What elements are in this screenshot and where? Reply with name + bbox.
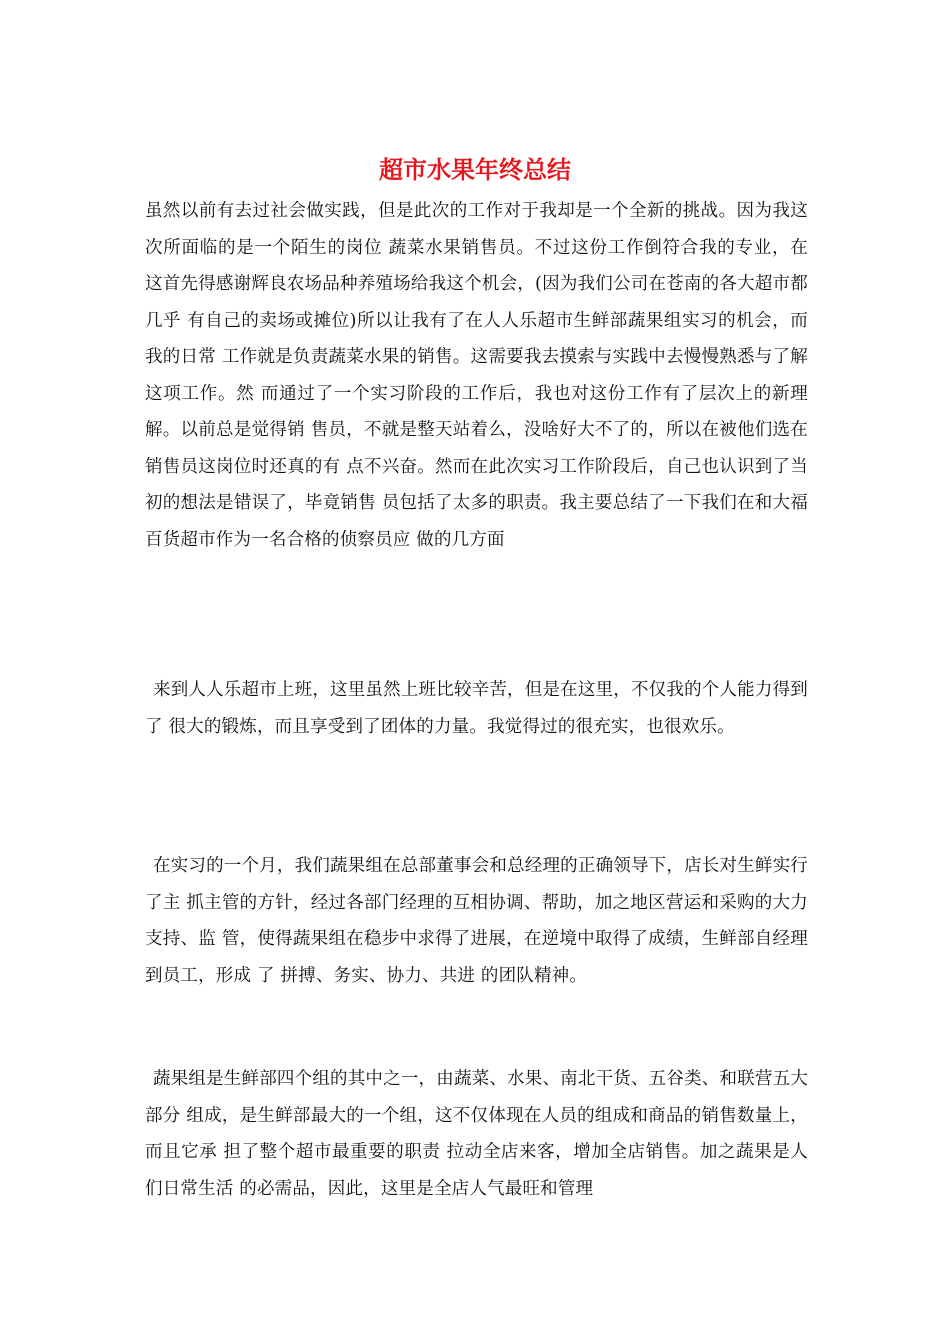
paragraph-intro: 虽然以前有去过社会做实践，但是此次的工作对于我却是一个全新的挑战。因为我这 次所面临的是一个陌生的岗位 蔬菜水果销售员。不过这份工作倒符合我的专业，在 这首先得感谢辉良农场品种养殖场给我这个机会，(因为我们公司在苍南的各大超市都几乎 有自己的卖场或摊位)所以让我有了在人人乐超市生鲜部蔬果组实习的机会，而我的日常 工作就是负责蔬菜水果的销售。这需要我去摸索与实践中去慢慢熟悉与了解这项工作。然 而通过了一个实习阶段的工作后，我也对这份工作有了层次上的新理解。以前总是觉得销 售员，不就是整天站着么，没啥好大不了的，所以在被他们选在销售员这岗位时还真的有 点不兴奋。然而在此次实习工作阶段后，自己也认识到了当初的想法是错误了，毕竟销售 员包括了太多的职责。我主要总结了一下我们在和大福百货超市作为一名合格的侦察员应 做的几方面 [145,201,808,550]
document-title: 超市水果年终总结 [379,155,571,184]
paragraph-fruit-group: 蔬果组是生鲜部四个组的其中之一，由蔬菜、水果、南北干货、五谷类、和联营五大部分 组成，是生鲜部最大的一个组，这不仅体现在人员的组成和商品的销售数量上，而且它承 担了整个超市最重要的职责 拉动全店来客，增加全店销售。加之蔬果是人们日常生活 的必需品，因此，这里是全店人气最旺和管理 [145,1069,808,1199]
paragraph-work-experience: 来到人人乐超市上班，这里虽然上班比较辛苦，但是在这里，不仅我的个人能力得到了 很大的锻炼，而且享受到了团体的力量。我觉得过的很充实，也很欢乐。 [145,680,808,737]
paragraph-internship-month: 在实习的一个月，我们蔬果组在总部董事会和总经理的正确领导下，店长对生鲜实行了主 抓主管的方针，经过各部门经理的互相协调、帮助，加之地区营运和采购的大力支持、监 管，使得蔬果组在稳步中求得了进展，在逆境中取得了成绩，生鲜部自经理到员工，形成 了 拼搏、务实、协力、共进 的团队精神。 [145,856,808,986]
